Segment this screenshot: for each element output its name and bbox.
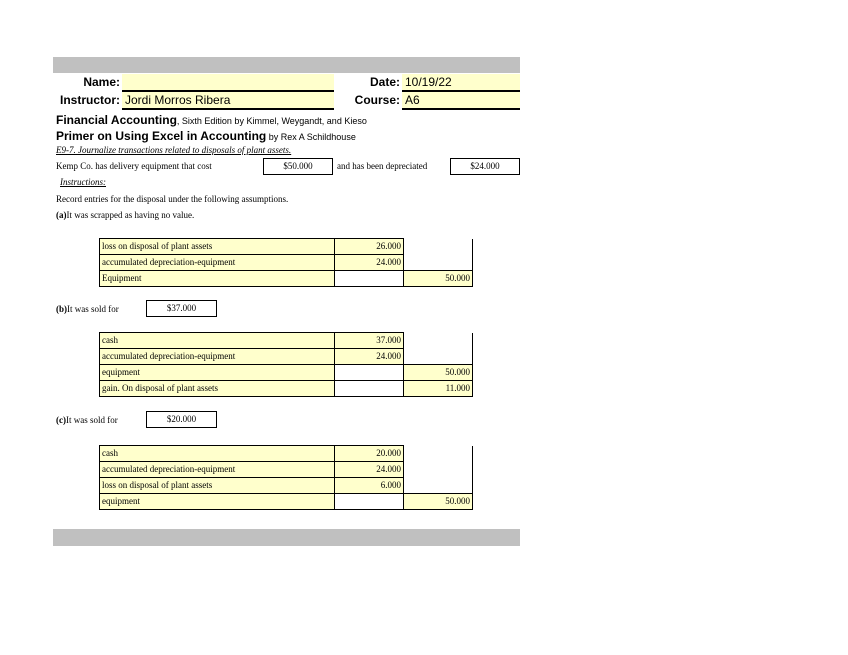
- credit-cell[interactable]: 11.000: [404, 381, 473, 397]
- cost-text: Kemp Co. has delivery equipment that cost: [56, 161, 212, 171]
- book-title-detail: , Sixth Edition by Kimmel, Weygandt, and Kieso: [176, 116, 367, 126]
- primer-title: Primer on Using Excel in Accounting: [56, 129, 267, 143]
- account-cell[interactable]: accumulated depreciation-equipment: [100, 349, 335, 365]
- part-c-amount-box[interactable]: $20.000: [146, 411, 217, 428]
- credit-cell[interactable]: [404, 239, 473, 255]
- credit-cell[interactable]: 50.000: [404, 365, 473, 381]
- book-title: Financial Accounting: [56, 113, 177, 127]
- part-b-letter: (b): [56, 304, 67, 314]
- credit-cell[interactable]: 50.000: [404, 494, 473, 510]
- course-label: Course:: [354, 93, 400, 107]
- debit-cell[interactable]: [335, 365, 404, 381]
- account-cell[interactable]: cash: [100, 446, 335, 462]
- part-b-amount-box[interactable]: $37.000: [146, 300, 217, 317]
- account-cell[interactable]: equipment: [100, 494, 335, 510]
- debit-cell[interactable]: 26.000: [335, 239, 404, 255]
- debit-cell[interactable]: 24.000: [335, 349, 404, 365]
- depreciated-text: and has been depreciated: [337, 161, 428, 171]
- part-c-label: [56, 414, 118, 426]
- account-cell[interactable]: Equipment: [100, 271, 335, 287]
- debit-cell[interactable]: [335, 381, 404, 397]
- part-a-label: [56, 209, 194, 221]
- credit-cell[interactable]: 50.000: [404, 271, 473, 287]
- table-row: [100, 446, 473, 462]
- debit-cell[interactable]: 6.000: [335, 478, 404, 494]
- exercise-title: E9-7. Journalize transactions related to disposals of plant assets.: [56, 145, 292, 155]
- journal-entry-c: [99, 445, 473, 510]
- table-row: [100, 365, 473, 381]
- primer-line: [56, 127, 356, 145]
- table-row: [100, 381, 473, 397]
- debit-cell[interactable]: [335, 494, 404, 510]
- account-cell[interactable]: loss on disposal of plant assets: [100, 239, 335, 255]
- part-b-label: [56, 303, 119, 315]
- bottom-bar: [53, 529, 520, 546]
- credit-cell[interactable]: [404, 462, 473, 478]
- instructor-label: Instructor:: [60, 93, 120, 107]
- debit-cell[interactable]: [335, 271, 404, 287]
- table-row: [100, 494, 473, 510]
- debit-cell[interactable]: 24.000: [335, 255, 404, 271]
- credit-cell[interactable]: [404, 255, 473, 271]
- account-cell[interactable]: gain. On disposal of plant assets: [100, 381, 335, 397]
- table-row: [100, 255, 473, 271]
- account-cell[interactable]: cash: [100, 333, 335, 349]
- primer-detail: by Rex A Schildhouse: [266, 132, 356, 142]
- credit-cell[interactable]: [404, 349, 473, 365]
- instructions-label: Instructions:: [60, 177, 106, 187]
- account-cell[interactable]: equipment: [100, 365, 335, 381]
- debit-cell[interactable]: 24.000: [335, 462, 404, 478]
- part-b-text: It was sold for: [67, 304, 119, 314]
- account-cell[interactable]: accumulated depreciation-equipment: [100, 255, 335, 271]
- account-cell[interactable]: loss on disposal of plant assets: [100, 478, 335, 494]
- table-row: [100, 478, 473, 494]
- table-row: [100, 271, 473, 287]
- part-c-text: It was sold for: [66, 415, 118, 425]
- part-a-letter: (a): [56, 210, 67, 220]
- account-cell[interactable]: accumulated depreciation-equipment: [100, 462, 335, 478]
- instructor-field[interactable]: Jordi Morros Ribera: [122, 92, 334, 110]
- name-field[interactable]: [122, 74, 334, 92]
- journal-entry-b: [99, 332, 473, 397]
- credit-cell[interactable]: [404, 478, 473, 494]
- depreciated-box[interactable]: $24.000: [450, 158, 520, 175]
- table-row: [100, 333, 473, 349]
- debit-cell[interactable]: 20.000: [335, 446, 404, 462]
- name-label: Name:: [83, 75, 120, 89]
- table-row: [100, 349, 473, 365]
- date-field[interactable]: 10/19/22: [402, 74, 520, 92]
- table-row: [100, 239, 473, 255]
- table-row: [100, 462, 473, 478]
- part-c-letter: (c): [56, 415, 66, 425]
- part-a-text: It was scrapped as having no value.: [66, 210, 195, 220]
- instructions-text: Record entries for the disposal under the following assumptions.: [56, 194, 289, 204]
- journal-entry-a: [99, 238, 473, 287]
- date-label: Date:: [369, 75, 400, 89]
- credit-cell[interactable]: [404, 333, 473, 349]
- credit-cell[interactable]: [404, 446, 473, 462]
- course-field[interactable]: A6: [402, 92, 520, 110]
- top-bar: [53, 57, 520, 73]
- debit-cell[interactable]: 37.000: [335, 333, 404, 349]
- cost-box[interactable]: $50.000: [263, 158, 333, 175]
